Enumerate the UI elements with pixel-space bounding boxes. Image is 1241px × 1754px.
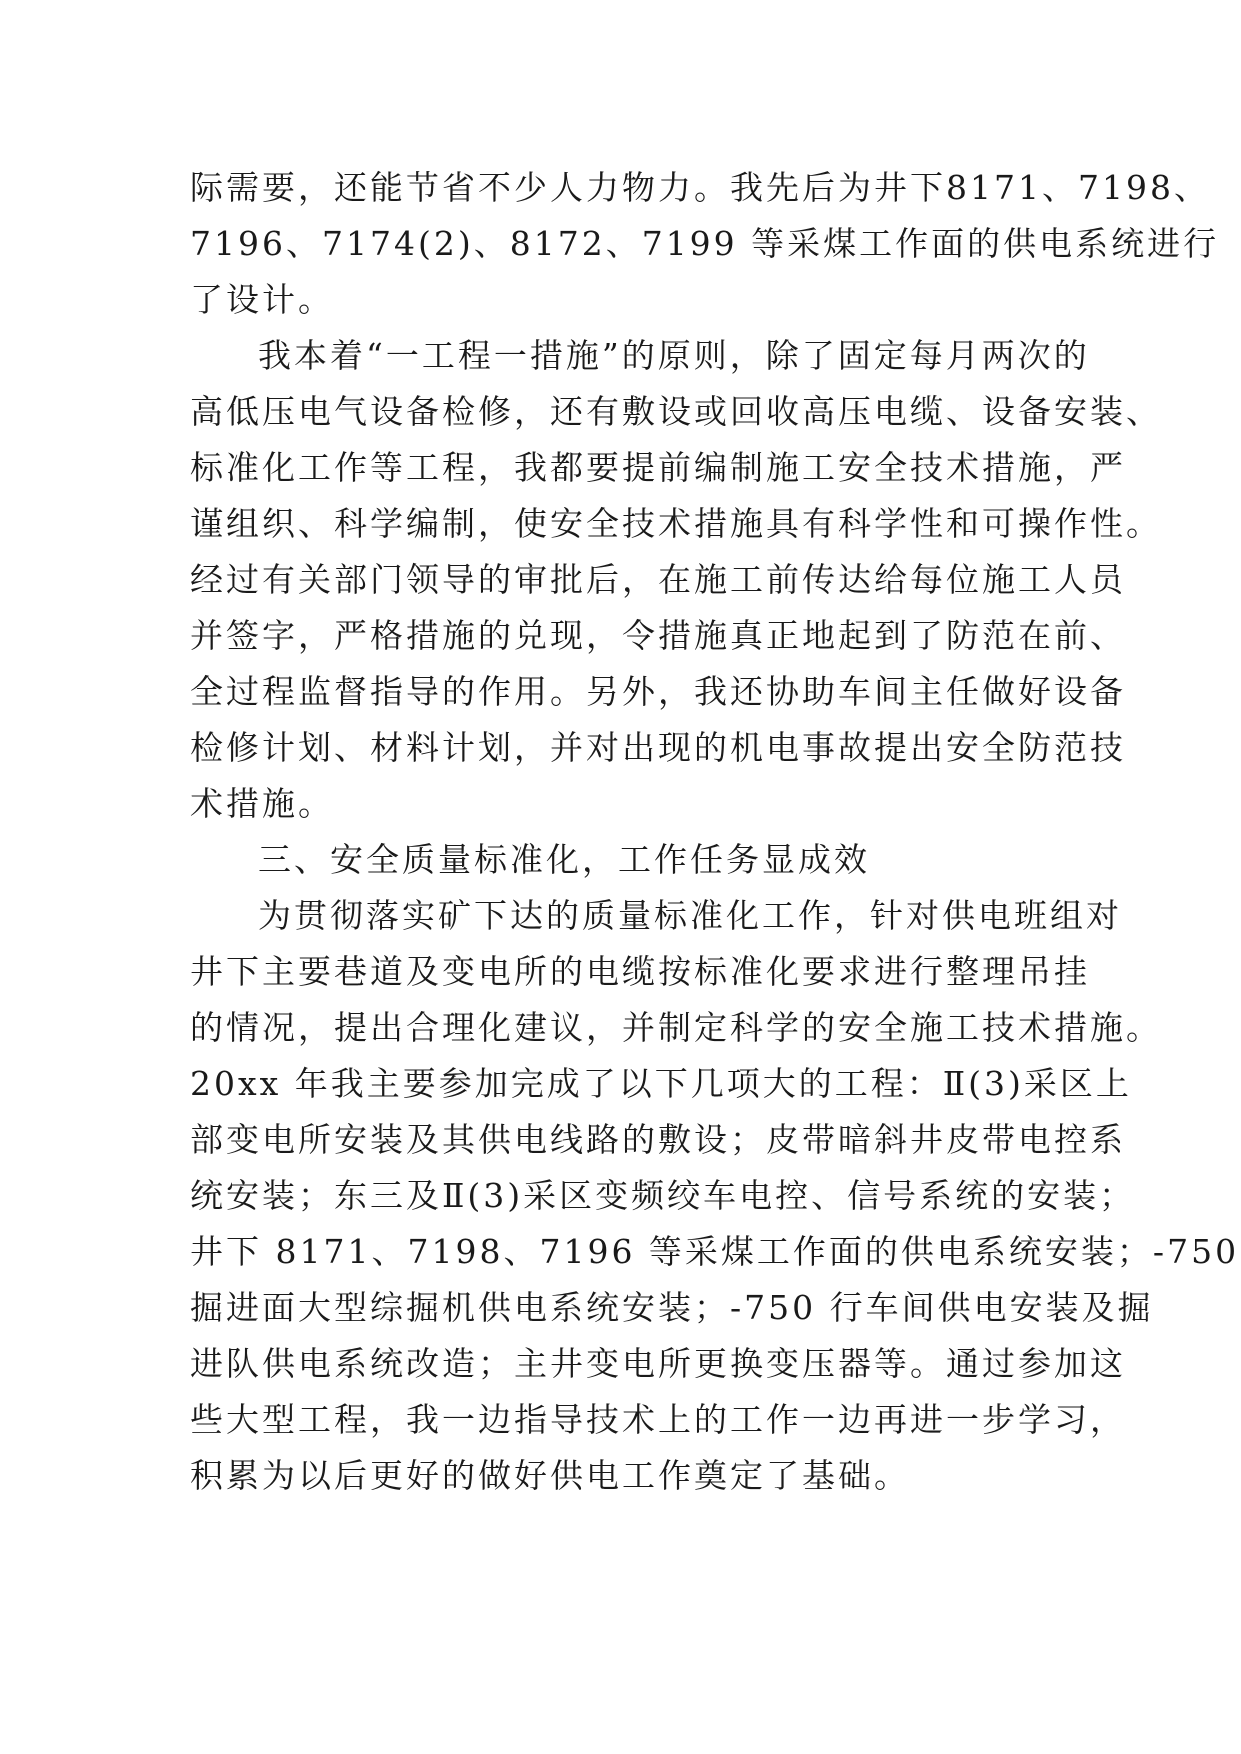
document-body [190,160,1240,1504]
text-line: 7196、7174(2)、8172、7199 等采煤工作面的供电系统进行 [190,224,1220,263]
text-line: 谨组织、科学编制，使安全技术措施具有科学性和可操作性。 [190,504,1162,543]
text-line: 积累为以后更好的做好供电工作奠定了基础。 [190,1456,910,1495]
text-line: 部变电所安装及其供电线路的敷设；皮带暗斜井皮带电控系 [190,1120,1126,1159]
text-line: 掘进面大型综掘机供电系统安装；-750 行车间供电安装及掘 [190,1288,1154,1327]
text-line: 检修计划、材料计划，并对出现的机电事故提出安全防范技 [190,728,1126,767]
text-line: 际需要，还能节省不少人力物力。我先后为井下8171、7198、 [190,168,1210,207]
text-line: 的情况，提出合理化建议，并制定科学的安全施工技术措施。 [190,1008,1162,1047]
text-line: 标准化工作等工程，我都要提前编制施工安全技术措施，严 [190,448,1126,487]
text-line: 术措施。 [190,784,334,823]
text-line: 进队供电系统改造；主井变电所更换变压器等。通过参加这 [190,1344,1126,1383]
text-line: 高低压电气设备检修，还有敷设或回收高压电缆、设备安装、 [190,392,1162,431]
section-heading: 三、安全质量标准化，工作任务显成效 [258,840,870,879]
text-line: 了设计。 [190,280,334,319]
paragraph-start-line: 我本着“一工程一措施”的原则，除了固定每月两次的 [258,336,1090,375]
text-line: 全过程监督指导的作用。另外，我还协助车间主任做好设备 [190,672,1126,711]
text-line: 并签字，严格措施的兑现，令措施真正地起到了防范在前、 [190,616,1126,655]
text-line: 经过有关部门领导的审批后，在施工前传达给每位施工人员 [190,560,1126,599]
text-line: 20xx 年我主要参加完成了以下几项大的工程：Ⅱ(3)采区上 [190,1064,1132,1103]
text-line: 井下主要巷道及变电所的电缆按标准化要求进行整理吊挂 [190,952,1090,991]
text-line: 统安装；东三及Ⅱ(3)采区变频绞车电控、信号系统的安装； [190,1176,1136,1215]
text-line: 井下 8171、7198、7196 等采煤工作面的供电系统安装；-750 [190,1232,1240,1271]
text-line: 些大型工程，我一边指导技术上的工作一边再进一步学习， [190,1400,1126,1439]
paragraph-start-line: 为贯彻落实矿下达的质量标准化工作，针对供电班组对 [258,896,1122,935]
